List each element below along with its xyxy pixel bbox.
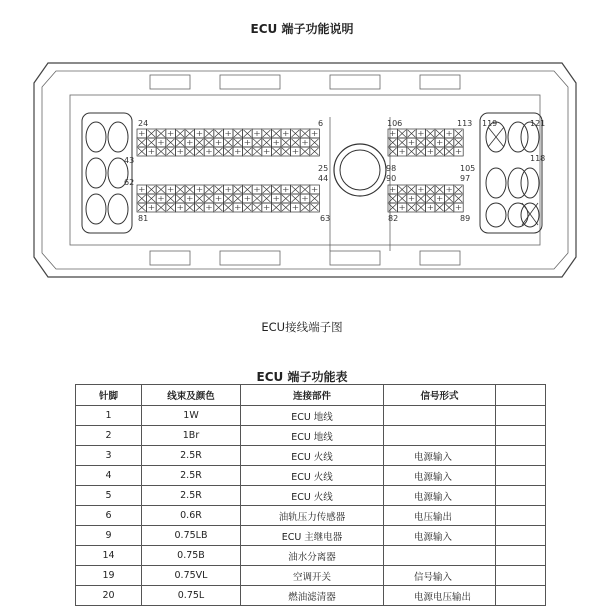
pin-mark xyxy=(311,195,319,202)
pin-mark xyxy=(455,195,462,202)
pin-mark xyxy=(456,149,461,154)
pin-mark xyxy=(292,195,300,202)
pin-mark xyxy=(253,195,261,202)
pin-mark xyxy=(224,204,232,211)
pin-mark xyxy=(176,186,184,193)
pin-mark xyxy=(272,130,280,137)
table-row xyxy=(76,566,546,586)
pin-mark xyxy=(186,130,194,137)
pin-mark xyxy=(215,186,223,193)
cell-wire: 0.75B xyxy=(142,546,241,566)
pin-mark xyxy=(215,130,223,137)
pin-mark xyxy=(263,130,271,137)
pin-label: 98 xyxy=(386,164,397,173)
pin-label: 6 xyxy=(318,119,324,128)
pin-mark xyxy=(205,130,213,137)
pin-mark xyxy=(235,149,241,154)
cell-empty xyxy=(496,446,546,466)
pin-mark xyxy=(235,205,241,210)
pin-mark xyxy=(390,131,395,136)
pin-mark xyxy=(196,204,204,211)
pin-mark xyxy=(398,139,405,146)
pin-mark xyxy=(427,130,434,137)
pin-label: 118 xyxy=(530,154,546,163)
pin-mark xyxy=(408,204,415,211)
pin-mark xyxy=(272,186,280,193)
pin-mark xyxy=(282,148,290,155)
cell-pin: 20 xyxy=(76,586,142,606)
pin-mark xyxy=(436,148,443,155)
pin-mark xyxy=(197,131,203,136)
cell-component: ECU 火线 xyxy=(241,446,384,466)
pin-mark xyxy=(157,204,165,211)
pin-mark xyxy=(301,148,309,155)
pin-mark xyxy=(225,187,231,192)
pin-mark xyxy=(139,131,145,136)
table-row xyxy=(76,586,546,606)
pin-mark xyxy=(157,186,165,193)
pin-mark xyxy=(301,204,309,211)
pin-label: 44 xyxy=(318,174,329,183)
cell-wire: 0.75L xyxy=(142,586,241,606)
cell-signal xyxy=(384,546,496,566)
table-row xyxy=(76,446,546,466)
pin-label: 97 xyxy=(460,174,471,183)
pin-mark xyxy=(148,130,156,137)
pin-mark xyxy=(437,140,442,145)
pin-mark xyxy=(417,195,424,202)
pin-mark xyxy=(167,204,175,211)
pin-label: 63 xyxy=(320,214,331,223)
pin-mark xyxy=(264,205,270,210)
cell-wire: 1Br xyxy=(142,426,241,446)
cell-pin: 3 xyxy=(76,446,142,466)
pin-mark xyxy=(224,195,232,202)
pin-mark xyxy=(436,130,443,137)
pin-mark xyxy=(215,204,223,211)
pin-mark xyxy=(312,187,318,192)
pin-mark xyxy=(197,187,203,192)
header-signal: 信号形式 xyxy=(384,385,496,406)
pin-mark xyxy=(436,186,443,193)
pin-mark xyxy=(215,148,223,155)
cell-component: 燃油滤清器 xyxy=(241,586,384,606)
pin-mark xyxy=(205,186,213,193)
pin-mark xyxy=(186,204,194,211)
pin-mark xyxy=(409,196,414,201)
pin-mark xyxy=(168,131,174,136)
pin-mark xyxy=(253,139,261,146)
pin-mark xyxy=(264,149,270,154)
pin-mark xyxy=(234,139,242,146)
pin-mark xyxy=(149,149,155,154)
header-component: 连接部件 xyxy=(241,385,384,406)
cell-wire: 1W xyxy=(142,406,241,426)
header-empty xyxy=(496,385,546,406)
pin-mark xyxy=(138,204,146,211)
cell-signal: 电源输入 xyxy=(384,466,496,486)
ecu-connector-diagram xyxy=(30,55,580,285)
pin-mark xyxy=(176,195,184,202)
pin-mark xyxy=(148,139,156,146)
cell-pin: 2 xyxy=(76,426,142,446)
pin-mark xyxy=(409,140,414,145)
header-pin: 针脚 xyxy=(76,385,142,406)
cell-empty xyxy=(496,506,546,526)
table-row xyxy=(76,506,546,526)
pin-mark xyxy=(417,148,424,155)
pin-mark xyxy=(455,139,462,146)
pin-mark xyxy=(445,195,452,202)
pin-mark xyxy=(245,140,251,145)
cell-component: ECU 地线 xyxy=(241,426,384,446)
pin-mark xyxy=(293,205,299,210)
pin-mark xyxy=(205,139,213,146)
cell-empty xyxy=(496,586,546,606)
pin-mark xyxy=(282,204,290,211)
pin-mark xyxy=(455,186,462,193)
pin-mark xyxy=(292,139,300,146)
cell-component: 空调开关 xyxy=(241,566,384,586)
pin-label: 43 xyxy=(124,156,135,165)
cell-wire: 2.5R xyxy=(142,486,241,506)
pin-mark xyxy=(408,130,415,137)
pin-mark xyxy=(263,139,271,146)
pin-mark xyxy=(176,130,184,137)
pin-mark xyxy=(206,149,212,154)
cell-empty xyxy=(496,406,546,426)
cell-wire: 2.5R xyxy=(142,446,241,466)
pin-mark xyxy=(149,205,155,210)
cell-signal xyxy=(384,406,496,426)
pin-mark xyxy=(390,187,395,192)
pin-mark xyxy=(292,130,300,137)
cell-empty xyxy=(496,466,546,486)
cell-signal: 电源输入 xyxy=(384,526,496,546)
pin-mark xyxy=(205,195,213,202)
pin-mark xyxy=(428,205,433,210)
pin-mark xyxy=(417,204,424,211)
pin-label: 90 xyxy=(386,174,397,183)
header-wire: 线束及颜色 xyxy=(142,385,241,406)
cell-pin: 14 xyxy=(76,546,142,566)
table-title: ECU 端子功能表 xyxy=(256,370,348,384)
pin-mark xyxy=(283,131,289,136)
pin-label: 106 xyxy=(387,119,403,128)
pin-mark xyxy=(254,187,260,192)
pin-mark xyxy=(273,140,279,145)
pin-mark xyxy=(283,187,289,192)
pin-mark xyxy=(437,196,442,201)
pin-mark xyxy=(272,204,280,211)
pin-mark xyxy=(312,131,318,136)
pin-mark xyxy=(167,195,175,202)
pin-mark xyxy=(311,204,319,211)
table-row xyxy=(76,466,546,486)
pin-mark xyxy=(282,195,290,202)
cell-component: ECU 地线 xyxy=(241,406,384,426)
pin-label: 82 xyxy=(388,214,399,223)
pin-label: 113 xyxy=(457,119,473,128)
cell-pin: 9 xyxy=(76,526,142,546)
table-row xyxy=(76,426,546,446)
pin-mark xyxy=(398,186,405,193)
pin-mark xyxy=(158,196,164,201)
pin-mark xyxy=(446,131,451,136)
pin-mark xyxy=(167,148,175,155)
pin-mark xyxy=(234,130,242,137)
cell-empty xyxy=(496,426,546,446)
pin-mark xyxy=(196,148,204,155)
pin-mark xyxy=(234,195,242,202)
ecu-function-table xyxy=(75,384,546,606)
cell-component: ECU 主继电器 xyxy=(241,526,384,546)
cell-pin: 6 xyxy=(76,506,142,526)
pin-mark xyxy=(263,195,271,202)
cell-signal: 电源输入 xyxy=(384,446,496,466)
pin-mark xyxy=(138,139,146,146)
pin-mark xyxy=(282,139,290,146)
pin-mark xyxy=(244,186,252,193)
pin-mark xyxy=(234,186,242,193)
pin-mark xyxy=(427,195,434,202)
cell-wire: 2.5R xyxy=(142,466,241,486)
table-row xyxy=(76,526,546,546)
pin-mark xyxy=(446,187,451,192)
pin-mark xyxy=(148,186,156,193)
pin-mark xyxy=(177,205,183,210)
pin-mark xyxy=(273,196,279,201)
cell-pin: 1 xyxy=(76,406,142,426)
pin-mark xyxy=(224,148,232,155)
pin-mark xyxy=(428,149,433,154)
pin-mark xyxy=(263,186,271,193)
pin-mark xyxy=(177,149,183,154)
pin-mark xyxy=(157,130,165,137)
pin-mark xyxy=(427,186,434,193)
pin-label: 25 xyxy=(318,164,329,173)
pin-mark xyxy=(408,148,415,155)
cell-component: 油轨压力传感器 xyxy=(241,506,384,526)
pin-mark xyxy=(158,140,164,145)
pin-mark xyxy=(302,196,308,201)
pin-mark xyxy=(196,139,204,146)
pin-mark xyxy=(311,148,319,155)
pin-mark xyxy=(418,187,423,192)
pin-mark xyxy=(138,148,146,155)
pin-mark xyxy=(216,196,222,201)
pin-mark xyxy=(311,139,319,146)
pin-label: 119 xyxy=(482,119,498,128)
pin-mark xyxy=(254,131,260,136)
pin-mark xyxy=(167,139,175,146)
page-title: ECU 端子功能说明 xyxy=(250,22,354,36)
pin-mark xyxy=(418,131,423,136)
cell-pin: 4 xyxy=(76,466,142,486)
pin-mark xyxy=(445,139,452,146)
pin-mark xyxy=(399,149,404,154)
cell-component: ECU 火线 xyxy=(241,466,384,486)
pin-mark xyxy=(456,205,461,210)
cell-wire: 0.75VL xyxy=(142,566,241,586)
cell-pin: 19 xyxy=(76,566,142,586)
pin-mark xyxy=(398,130,405,137)
cell-wire: 0.75LB xyxy=(142,526,241,546)
table-row xyxy=(76,486,546,506)
cell-empty xyxy=(496,526,546,546)
pin-mark xyxy=(187,140,193,145)
pin-mark xyxy=(187,196,193,201)
cell-signal: 电源电压输出 xyxy=(384,586,496,606)
pin-mark xyxy=(302,140,308,145)
pin-mark xyxy=(157,148,165,155)
cell-wire: 0.6R xyxy=(142,506,241,526)
table-row xyxy=(76,546,546,566)
pin-mark xyxy=(245,196,251,201)
pin-mark xyxy=(244,130,252,137)
pin-label: 121 xyxy=(530,119,546,128)
pin-mark xyxy=(168,187,174,192)
pin-mark xyxy=(206,205,212,210)
pin-mark xyxy=(427,139,434,146)
pin-label: 89 xyxy=(460,214,471,223)
pin-label: 24 xyxy=(138,119,149,128)
pin-mark xyxy=(436,204,443,211)
cell-component: 油水分离器 xyxy=(241,546,384,566)
cell-component: ECU 火线 xyxy=(241,486,384,506)
table-row xyxy=(76,406,546,426)
pin-mark xyxy=(186,186,194,193)
pin-mark xyxy=(186,148,194,155)
cell-empty xyxy=(496,566,546,586)
diagram-caption: ECU接线端子图 xyxy=(261,320,343,334)
pin-mark xyxy=(244,148,252,155)
pin-mark xyxy=(417,139,424,146)
pin-mark xyxy=(225,131,231,136)
pin-mark xyxy=(138,195,146,202)
pin-mark xyxy=(398,195,405,202)
cell-empty xyxy=(496,546,546,566)
cell-signal: 电源输入 xyxy=(384,486,496,506)
pin-mark xyxy=(301,186,309,193)
table-header-row xyxy=(76,385,546,406)
pin-mark xyxy=(455,130,462,137)
pin-mark xyxy=(408,186,415,193)
pin-mark xyxy=(139,187,145,192)
pin-mark xyxy=(272,148,280,155)
pin-mark xyxy=(253,204,261,211)
cell-empty xyxy=(496,486,546,506)
pin-label: 105 xyxy=(460,164,476,173)
pin-mark xyxy=(399,205,404,210)
pin-mark xyxy=(445,148,452,155)
pin-mark xyxy=(253,148,261,155)
pin-label: 62 xyxy=(124,178,135,187)
pin-mark xyxy=(196,195,204,202)
pin-mark xyxy=(176,139,184,146)
cell-pin: 5 xyxy=(76,486,142,506)
pin-mark xyxy=(224,139,232,146)
pin-mark xyxy=(216,140,222,145)
pin-label: 81 xyxy=(138,214,149,223)
pin-mark xyxy=(301,130,309,137)
pin-mark xyxy=(293,149,299,154)
cell-signal: 电压输出 xyxy=(384,506,496,526)
cell-signal xyxy=(384,426,496,446)
pin-mark xyxy=(148,195,156,202)
cell-signal: 信号输入 xyxy=(384,566,496,586)
pin-mark xyxy=(445,204,452,211)
pin-mark xyxy=(244,204,252,211)
pin-mark xyxy=(292,186,300,193)
